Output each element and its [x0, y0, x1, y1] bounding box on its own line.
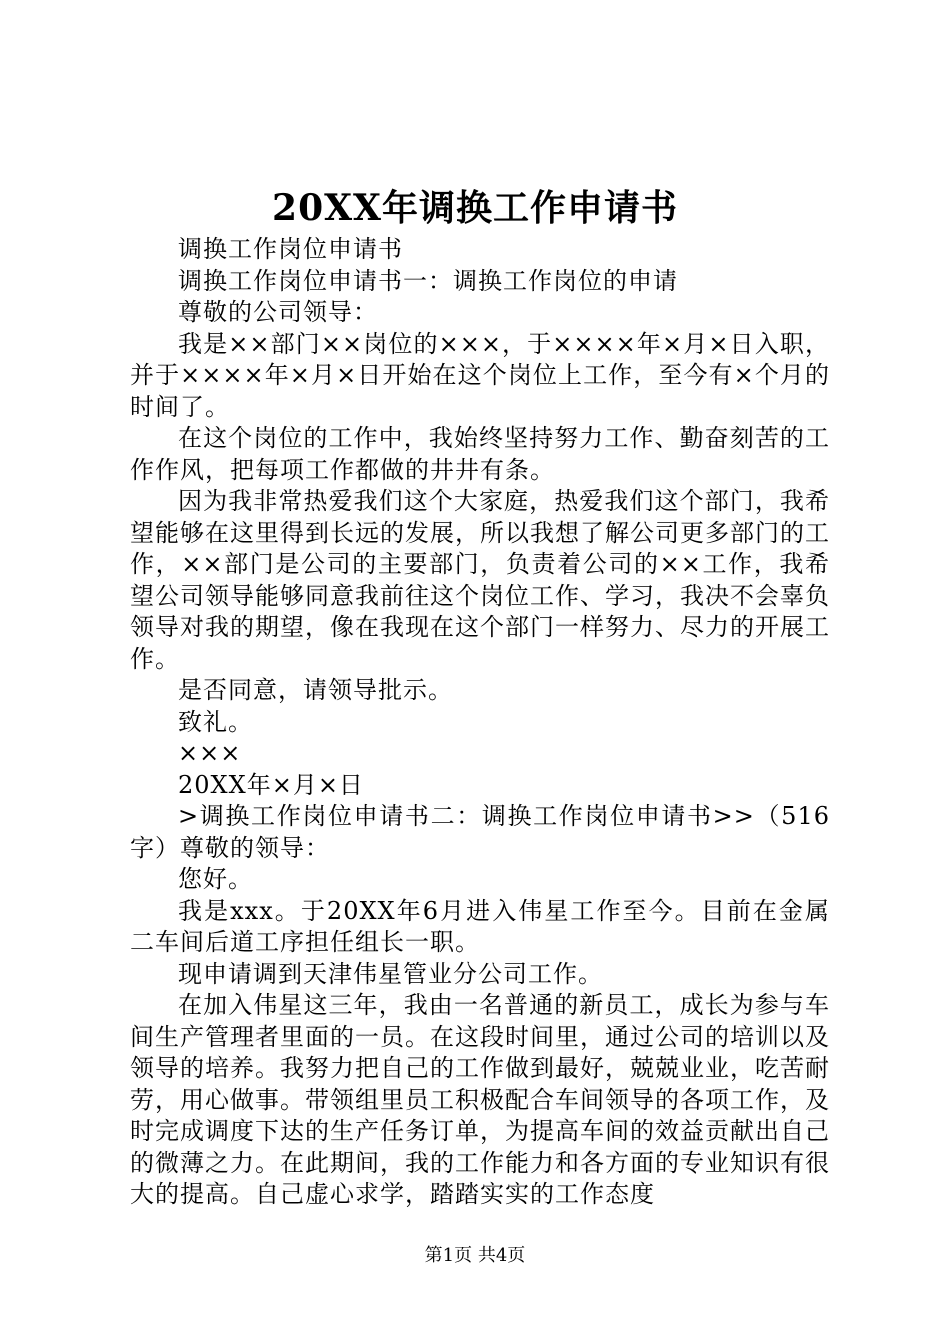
paragraph: 调换工作岗位申请书一：调换工作岗位的申请: [178, 266, 678, 295]
paragraph: 我是xxx。于20XX年6月进入伟星工作至今。目前在金属二车间后道工序担任组长一职。: [130, 896, 830, 956]
signature-date: 20XX年×月×日: [178, 770, 364, 799]
paragraph: 我是××部门××岗位的×××，于××××年×月×日入职，并于××××年×月×日开始在这个岗位上工作，至今有×个月的时间了。: [130, 329, 830, 421]
paragraph: 是否同意，请领导批示。: [178, 676, 453, 704]
paragraph: 调换工作岗位申请书: [178, 235, 403, 263]
signature-name: ×××: [178, 739, 242, 767]
paragraph: >调换工作岗位申请书二：调换工作岗位申请书>>（516字）尊敬的领导：: [130, 802, 830, 862]
page-title: 20XX年调换工作申请书: [272, 187, 678, 229]
paragraph: 尊敬的公司领导：: [178, 298, 378, 326]
paragraph: 现申请调到天津伟星管业分公司工作。: [178, 959, 603, 988]
paragraph: 致礼。: [178, 707, 253, 736]
paragraph: 在这个岗位的工作中，我始终坚持努力工作、勤奋刻苦的工作作风，把每项工作都做的井井有条。: [130, 424, 830, 484]
document-body: [130, 234, 830, 1211]
paragraph: 因为我非常热爱我们这个大家庭，热爱我们这个部门，我希望能够在这里得到长远的发展，所以我想了解公司更多部门的工作，××部门是公司的主要部门，负责着公司的××工作，我希望公司领导能够同意我前往这个岗位工作、学习，我决不会辜负领导对我的期望，像在我现在这个部门一样努力、尽力的开展工作。: [130, 487, 830, 673]
paragraph: 您好。: [178, 865, 253, 893]
page-number: 第1页 共4页: [424, 1245, 526, 1266]
paragraph: 在加入伟星这三年，我由一名普通的新员工，成长为参与车间生产管理者里面的一员。在这段时间里，通过公司的培训以及领导的培养。我努力把自己的工作做到最好，兢兢业业，吃苦耐劳，用心做事。带领组里员工积极配合车间领导的各项工作，及时完成调度下达的生产任务订单，为提高车间的效益贡献出自己的微薄之力。在此期间，我的工作能力和各方面的专业知识有很大的提高。自己虚心求学，踏踏实实的工作态度: [130, 991, 830, 1208]
